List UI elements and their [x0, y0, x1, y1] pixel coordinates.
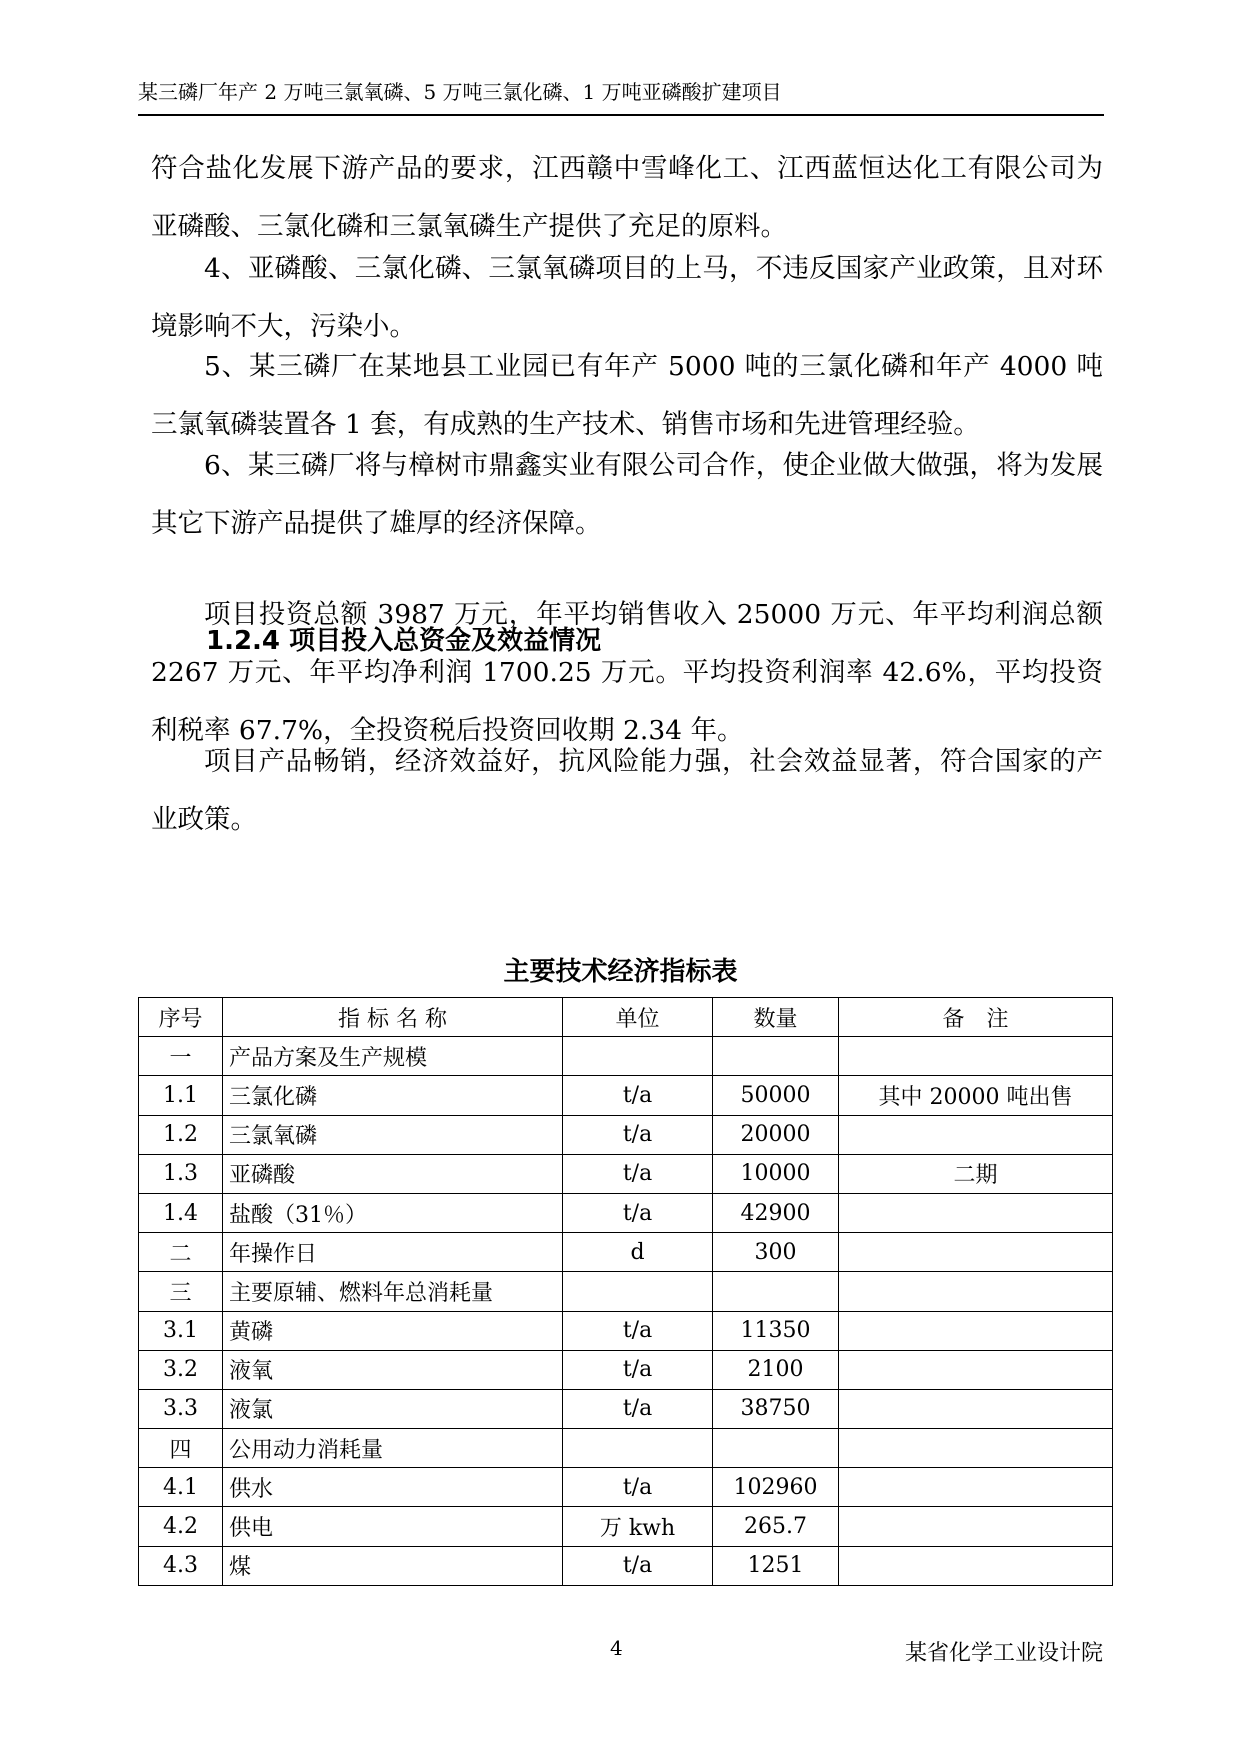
table-cell: 三氯氧磷: [223, 1115, 563, 1154]
table-row: [139, 1037, 1113, 1076]
body-paragraph: 6、某三磷厂将与樟树市鼎鑫实业有限公司合作，使企业做大做强，将为发展其它下游产品提供了雄厚的经济保障。: [151, 450, 1103, 539]
table-cell: [713, 1429, 839, 1468]
table-cell: 3.3: [139, 1389, 223, 1428]
table-cell: 11350: [713, 1311, 839, 1350]
table-cell: t/a: [563, 1389, 713, 1428]
column-header: 备 注: [839, 998, 1113, 1037]
table-cell: t/a: [563, 1115, 713, 1154]
table-row: [139, 1193, 1113, 1232]
table-cell: 1.1: [139, 1076, 223, 1115]
body-paragraph: 5、某三磷厂在某地县工业园已有年产 5000 吨的三氯化磷和年产 4000 吨三氯氧磷装置各 1 套，有成熟的生产技术、销售市场和先进管理经验。: [151, 351, 1103, 440]
table-cell: 公用动力消耗量: [223, 1429, 563, 1468]
indicators-table: [138, 997, 1113, 1586]
table-cell: [839, 1037, 1113, 1076]
table-cell: 3.2: [139, 1350, 223, 1389]
section-paragraph: 项目投资总额 3987 万元，年平均销售收入 25000 万元、年平均利润总额 2267 万元、年平均净利润 1700.25 万元。平均投资利润率 42.6%，平均投资利税率 67.7%，全投资税后投资回收期 2.34 年。: [151, 599, 1103, 746]
table-cell: 产品方案及生产规模: [223, 1037, 563, 1076]
table-cell: [563, 1272, 713, 1311]
table-cell: 亚磷酸: [223, 1154, 563, 1193]
table-cell: 1.3: [139, 1154, 223, 1193]
table-cell: 38750: [713, 1389, 839, 1428]
table-cell: 2100: [713, 1350, 839, 1389]
table-cell: 1.2: [139, 1115, 223, 1154]
table-cell: 265.7: [713, 1507, 839, 1546]
table-cell: 盐酸（31％）: [223, 1193, 563, 1232]
table-cell: 煤: [223, 1546, 563, 1585]
table-row: [139, 1272, 1113, 1311]
table-cell: [839, 1350, 1113, 1389]
table-row: [139, 1154, 1113, 1193]
table-row: [139, 1350, 1113, 1389]
footer-organization: 某省化学工业设计院: [904, 1641, 1103, 1666]
table-cell: [839, 1507, 1113, 1546]
table-cell: 二期: [839, 1154, 1113, 1193]
table-cell: t/a: [563, 1154, 713, 1193]
table-cell: [713, 1272, 839, 1311]
table-cell: t/a: [563, 1350, 713, 1389]
table-cell: 其中 20000 吨出售: [839, 1076, 1113, 1115]
table-cell: 三氯化磷: [223, 1076, 563, 1115]
table-cell: 4.1: [139, 1468, 223, 1507]
table-cell: 二: [139, 1233, 223, 1272]
table-row: [139, 1546, 1113, 1585]
table-cell: 4.2: [139, 1507, 223, 1546]
table-cell: 1251: [713, 1546, 839, 1585]
table-row: [139, 1429, 1113, 1468]
table-cell: 万 kwh: [563, 1507, 713, 1546]
table-cell: 四: [139, 1429, 223, 1468]
table-cell: 300: [713, 1233, 839, 1272]
table-cell: [839, 1311, 1113, 1350]
table-cell: 1.4: [139, 1193, 223, 1232]
running-header: 某三磷厂年产 2 万吨三氯氧磷、5 万吨三氯化磷、1 万吨亚磷酸扩建项目: [138, 78, 1104, 116]
table-cell: [713, 1037, 839, 1076]
table-cell: 年操作日: [223, 1233, 563, 1272]
table-header-row: [139, 998, 1113, 1037]
table-cell: [563, 1429, 713, 1468]
column-header: 单位: [563, 998, 713, 1037]
table-cell: t/a: [563, 1468, 713, 1507]
table-title: 主要技术经济指标表: [503, 957, 738, 987]
table-row: [139, 1468, 1113, 1507]
table-row: [139, 1311, 1113, 1350]
table-cell: t/a: [563, 1193, 713, 1232]
section-heading: 1.2.4 项目投入总资金及效益情况: [206, 626, 602, 656]
table-cell: [839, 1429, 1113, 1468]
body-paragraph: 符合盐化发展下游产品的要求，江西赣中雪峰化工、江西蓝恒达化工有限公司为亚磷酸、三氯化磷和三氯氧磷生产提供了充足的原料。: [151, 153, 1103, 242]
table-row: [139, 1389, 1113, 1428]
table-cell: [839, 1468, 1113, 1507]
table-cell: 液氧: [223, 1350, 563, 1389]
table-cell: d: [563, 1233, 713, 1272]
table-cell: [839, 1389, 1113, 1428]
table-cell: 三: [139, 1272, 223, 1311]
table-cell: 黄磷: [223, 1311, 563, 1350]
table-row: [139, 1115, 1113, 1154]
table-cell: 供电: [223, 1507, 563, 1546]
table-row: [139, 1233, 1113, 1272]
table-row: [139, 1507, 1113, 1546]
section-paragraph: 项目产品畅销，经济效益好，抗风险能力强，社会效益显著，符合国家的产业政策。: [151, 746, 1103, 835]
table-cell: t/a: [563, 1546, 713, 1585]
table-cell: 4.3: [139, 1546, 223, 1585]
table-cell: 50000: [713, 1076, 839, 1115]
table-cell: [839, 1115, 1113, 1154]
table-row: [139, 1076, 1113, 1115]
table-cell: t/a: [563, 1311, 713, 1350]
table-cell: 20000: [713, 1115, 839, 1154]
table-cell: 主要原辅、燃料年总消耗量: [223, 1272, 563, 1311]
table-cell: 10000: [713, 1154, 839, 1193]
table-cell: [839, 1233, 1113, 1272]
body-paragraph: 4、亚磷酸、三氯化磷、三氯氧磷项目的上马，不违反国家产业政策，且对环境影响不大，污染小。: [151, 253, 1103, 342]
column-header: 数量: [713, 998, 839, 1037]
table-cell: [563, 1037, 713, 1076]
table-cell: 一: [139, 1037, 223, 1076]
table-cell: 42900: [713, 1193, 839, 1232]
table-cell: [839, 1546, 1113, 1585]
table-cell: t/a: [563, 1076, 713, 1115]
table-cell: 供水: [223, 1468, 563, 1507]
page-number: 4: [610, 1636, 623, 1660]
column-header: 序号: [139, 998, 223, 1037]
table-cell: [839, 1193, 1113, 1232]
table-cell: 液氯: [223, 1389, 563, 1428]
table-cell: 102960: [713, 1468, 839, 1507]
table-cell: [839, 1272, 1113, 1311]
column-header: 指 标 名 称: [223, 998, 563, 1037]
table-cell: 3.1: [139, 1311, 223, 1350]
